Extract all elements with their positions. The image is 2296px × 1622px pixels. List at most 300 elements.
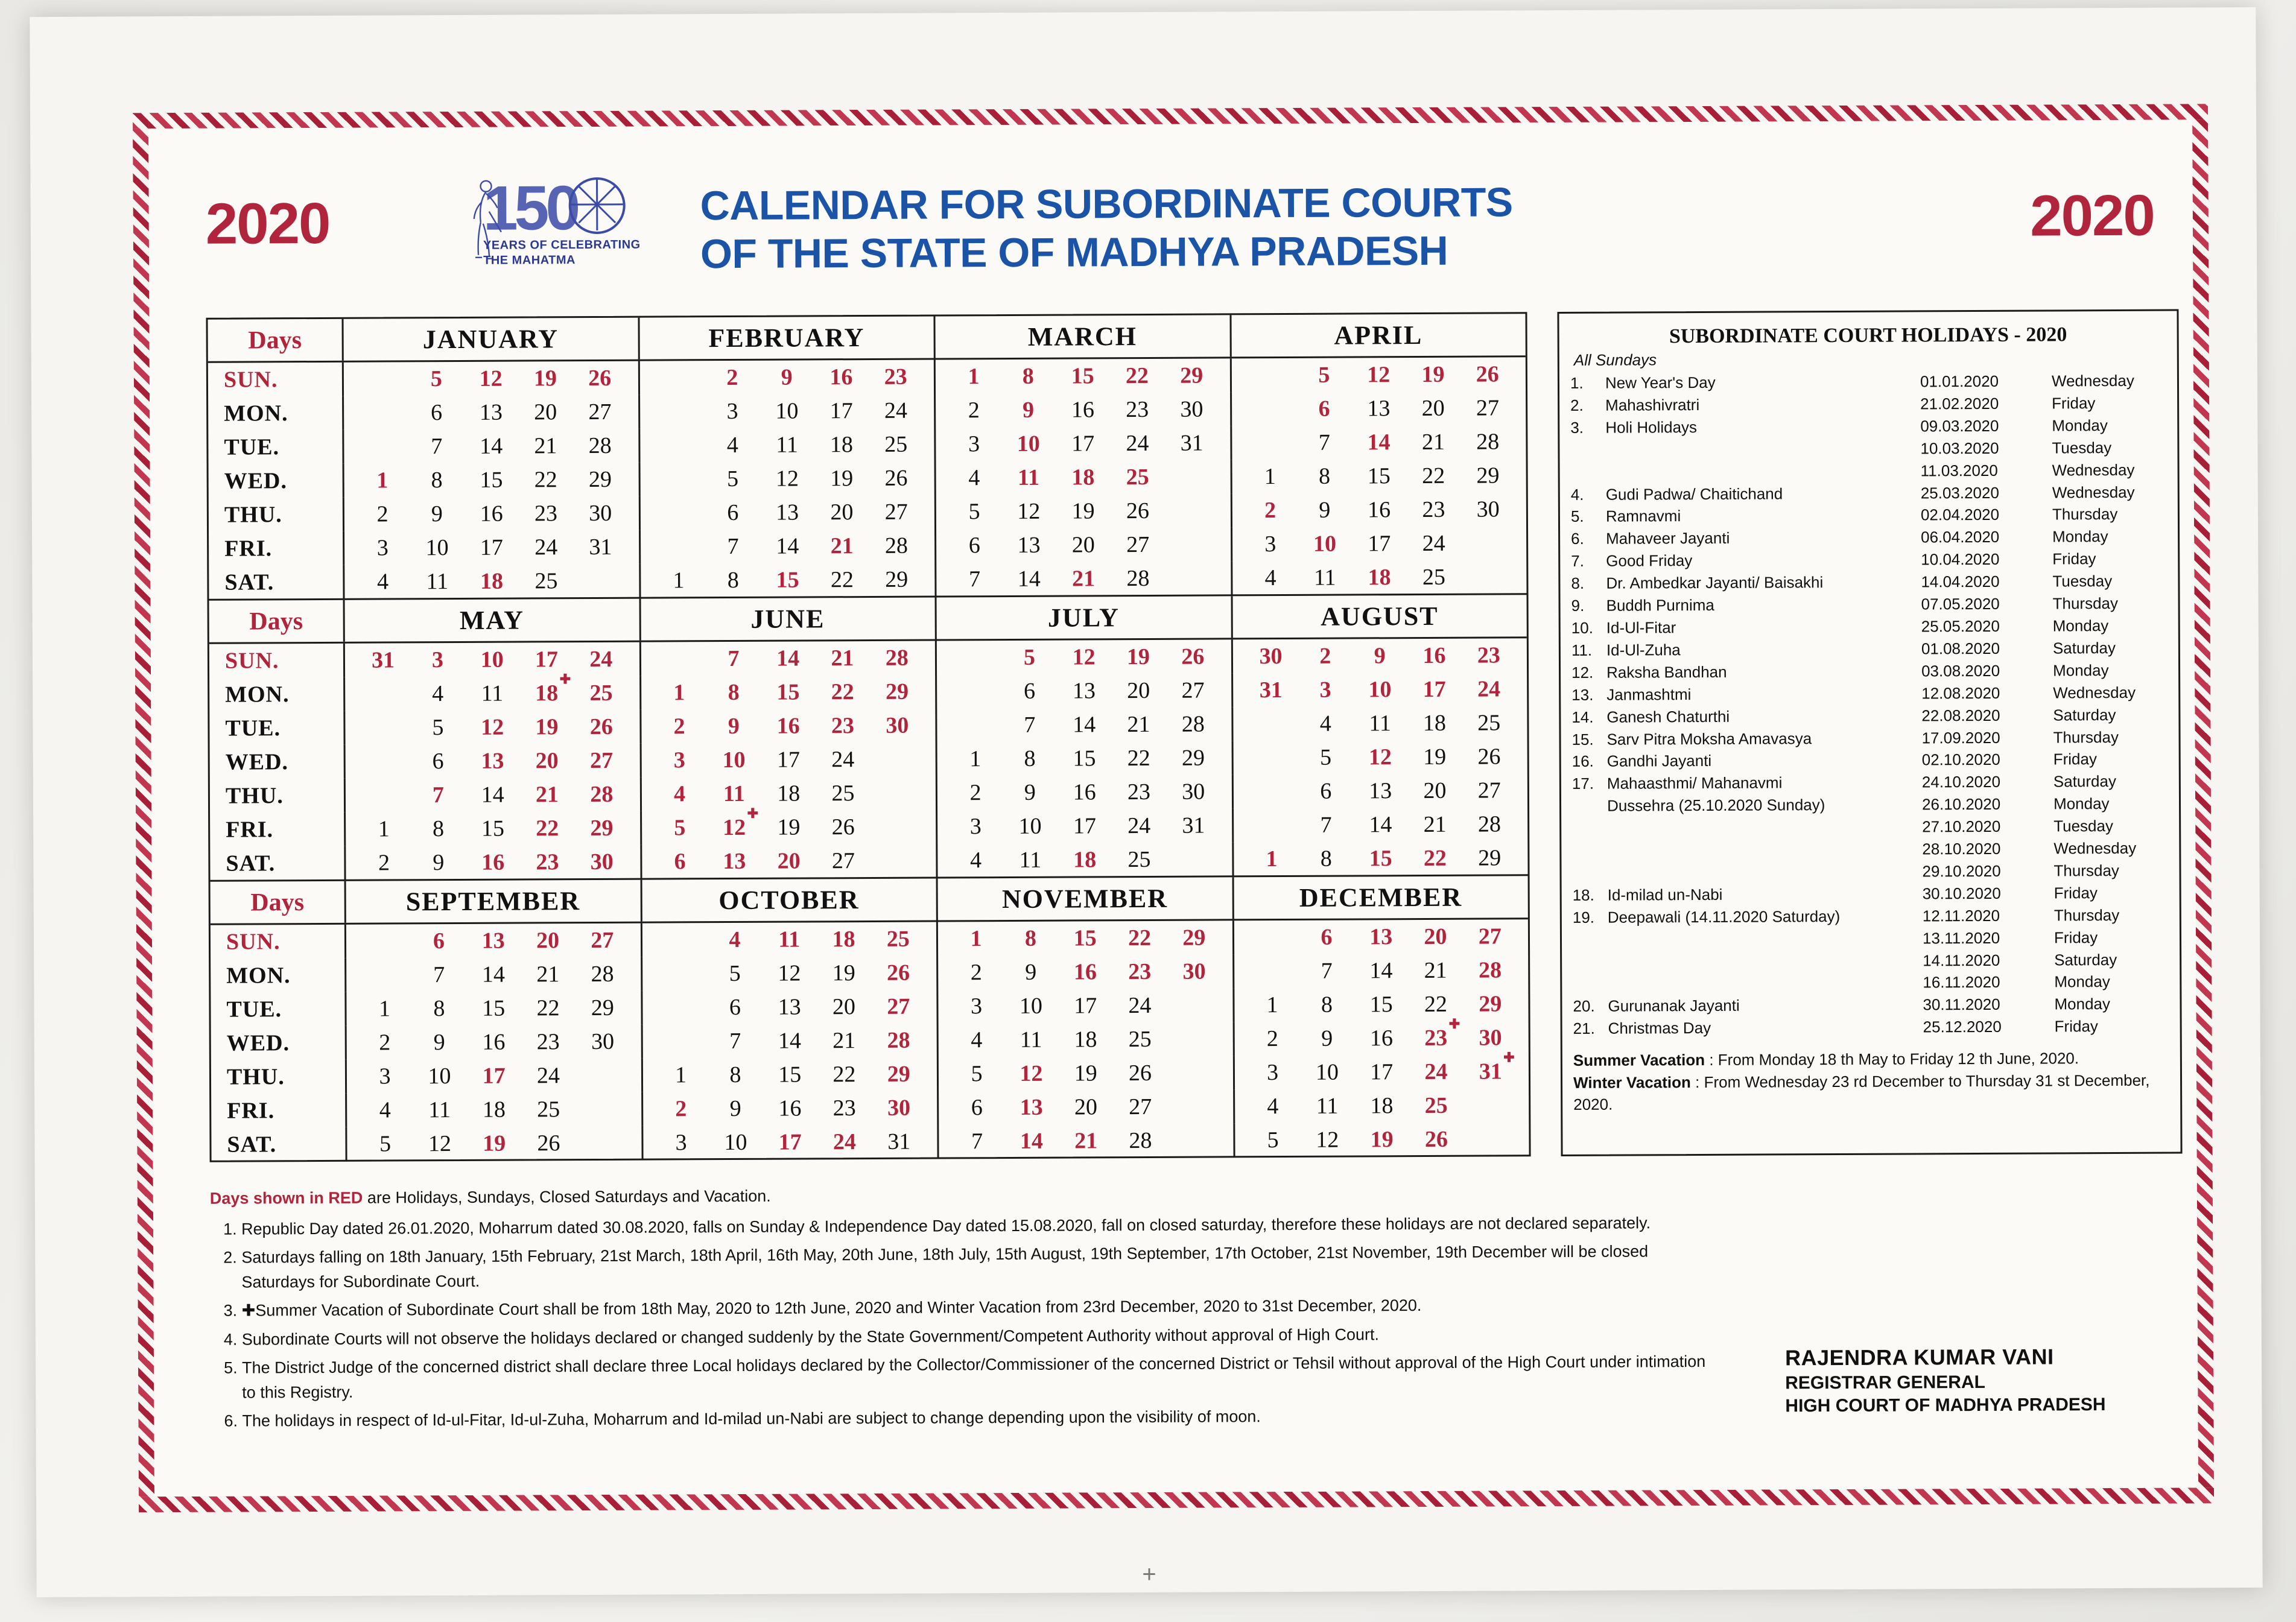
date-number: 4: [726, 432, 738, 458]
date-number: 12: [1368, 744, 1392, 770]
vacation-notes: [1573, 1047, 2169, 1115]
holiday-row: [1571, 615, 2168, 639]
date-number: 18 ✚: [531, 680, 562, 706]
summer-vacation-label: Summer Vacation: [1573, 1051, 1705, 1070]
date-number: 25: [1424, 1092, 1448, 1118]
date-number: 10: [1018, 813, 1042, 839]
holiday-name: Raksha Bandhan: [1606, 662, 1727, 682]
holiday-index: 17.: [1571, 775, 1594, 793]
holiday-row: [1571, 570, 2167, 595]
month-dates-cell: [1234, 953, 1529, 988]
date-number: 5: [1267, 1127, 1279, 1153]
date-number: 8: [729, 1062, 741, 1088]
date-number: 12: [1367, 362, 1391, 388]
holiday-weekday: Friday: [2053, 883, 2098, 902]
weekday-label: THU.: [210, 779, 346, 813]
date-number: 27: [588, 399, 612, 425]
weekday-label: MON.: [209, 677, 345, 712]
date-number: 5: [674, 815, 686, 841]
red-days-legend-highlight: Days shown in RED: [209, 1188, 363, 1208]
holiday-index: [1571, 461, 1606, 483]
holiday-name: Janmashtmi: [1606, 685, 1692, 704]
date-number: 2: [378, 850, 390, 876]
date-number: 29: [590, 815, 614, 841]
date-number: 27: [1477, 778, 1501, 803]
date-number: 13: [479, 399, 503, 425]
month-header: DECEMBER: [1299, 882, 1463, 913]
month-dates-cell: [344, 429, 640, 464]
holiday-name: Ganesh Chaturthi: [1606, 707, 1730, 726]
weekday-label: SAT.: [209, 565, 344, 600]
holiday-date: 12.11.2020: [1922, 906, 2000, 925]
date-number: 22: [1422, 463, 1445, 489]
date-number: 13: [481, 748, 504, 774]
date-number: 3: [726, 398, 738, 425]
date-number: 11: [1020, 1027, 1042, 1053]
date-number: 9: [781, 364, 793, 390]
month-dates-cell: [1234, 919, 1528, 954]
date-number: 2: [1266, 1026, 1278, 1052]
holiday-weekday: Thursday: [2052, 594, 2119, 613]
holiday-weekday: Tuesday: [2052, 438, 2112, 457]
date-number: 27: [589, 747, 614, 774]
date-number: 2: [1264, 498, 1276, 524]
holiday-index: 12.: [1571, 663, 1594, 682]
date-number: 18: [832, 927, 855, 952]
holiday-index: 1.: [1570, 373, 1584, 392]
holiday-row: [1571, 525, 2167, 550]
month-dates-cell: [642, 1057, 939, 1092]
holiday-row: [1572, 860, 2168, 884]
holiday-name: [1608, 972, 1923, 995]
calendar-block-header: [209, 595, 1527, 644]
date-number: 26: [831, 814, 855, 840]
footnote-list: [210, 1210, 1707, 1433]
date-number: 15: [1071, 363, 1094, 389]
month-dates-cell: [641, 709, 937, 744]
holiday-weekday: Thursday: [2052, 505, 2118, 524]
date-number: 10: [1313, 531, 1337, 557]
date-number: 14: [1020, 1128, 1043, 1154]
month-dates-cell: [640, 394, 936, 429]
calendar-block: [209, 595, 1528, 882]
date-number: 28: [1478, 957, 1502, 983]
calendar-week-row: [209, 526, 1526, 566]
holiday-weekday: Saturday: [2053, 705, 2116, 724]
holiday-index: 8.: [1571, 574, 1585, 593]
holiday-weekday: Wednesday: [2052, 483, 2135, 501]
date-number: 15: [480, 467, 503, 493]
month-header: AUGUST: [1321, 601, 1439, 632]
date-number: 29: [588, 466, 612, 493]
holiday-index: [1572, 817, 1607, 840]
date-number: 27: [884, 499, 908, 525]
date-number: 16: [1422, 642, 1446, 668]
holiday-row: [1571, 636, 2168, 661]
date-number: 30: [1259, 644, 1283, 670]
holiday-date: 28.10.2020: [1922, 839, 2001, 858]
holiday-row: [1571, 681, 2168, 706]
date-number: 3: [431, 647, 443, 673]
date-number: 3: [379, 1063, 391, 1089]
holiday-row: [1570, 370, 2166, 394]
date-number: 20: [1423, 778, 1447, 803]
month-dates-cell: [1234, 841, 1528, 876]
calendar-block-header: [211, 876, 1528, 925]
date-number: 14: [778, 1028, 802, 1054]
date-number: 28: [885, 645, 909, 671]
date-number: 23: [1128, 958, 1152, 985]
date-number: 4: [379, 1097, 391, 1123]
holiday-weekday: Monday: [2052, 661, 2109, 680]
date-number: 12: [1020, 1060, 1043, 1086]
date-number: 17: [1071, 431, 1095, 457]
holiday-index: [1573, 973, 1608, 995]
date-number: 16: [1071, 397, 1094, 423]
month-dates-cell: [1232, 425, 1526, 460]
weekday-label: FRI.: [210, 813, 346, 847]
date-number: 20: [1127, 677, 1150, 704]
date-number: 8: [728, 679, 740, 706]
holiday-weekday: Friday: [2053, 750, 2098, 768]
month-dates-cell: [1234, 1021, 1529, 1056]
summer-vacation-row: [1573, 1047, 2169, 1072]
month-dates-cell: [641, 563, 937, 598]
holiday-date: 14.11.2020: [1923, 951, 2000, 969]
date-number: 9: [1374, 643, 1386, 669]
date-number: 2: [673, 714, 685, 740]
date-number: 8: [1024, 746, 1036, 771]
date-number: 5: [1320, 744, 1332, 770]
month-header: MARCH: [935, 315, 1231, 358]
date-number: 14: [480, 433, 503, 459]
month-dates-cell: [347, 1059, 643, 1094]
holiday-name: [1608, 927, 1923, 951]
date-number: 7: [1318, 429, 1330, 455]
holiday-name: [1606, 460, 1921, 483]
holiday-name: Gandhi Jayanti: [1606, 752, 1712, 771]
date-number: 5: [968, 499, 980, 525]
date-number: 21: [1421, 429, 1445, 455]
date-number: 19: [483, 1130, 506, 1156]
date-number: 3: [1319, 677, 1331, 703]
date-number: 9: [728, 713, 740, 740]
month-dates-cell: [344, 530, 641, 565]
calendar-week-row: [208, 425, 1526, 464]
month-dates-cell: [641, 675, 937, 710]
date-number: 18: [1074, 1027, 1097, 1053]
date-number: 14: [776, 645, 800, 671]
date-number: 11: [1018, 464, 1040, 490]
date-number: 20: [534, 399, 557, 425]
date-number: 9: [1023, 397, 1035, 423]
date-number: 10: [1016, 431, 1040, 457]
date-number: 6: [1321, 924, 1333, 950]
date-number: 20: [535, 748, 559, 774]
month-header: JUNE: [641, 598, 937, 641]
date-number: 9: [1321, 1025, 1333, 1051]
date-number: 18: [777, 781, 801, 806]
month-dates-cell: [347, 1126, 643, 1161]
date-number: 30: [886, 712, 909, 738]
signature-block: [1785, 1343, 2208, 1416]
date-number: 3: [969, 814, 982, 840]
weekday-label: SUN.: [208, 363, 344, 397]
holiday-index: [1573, 928, 1608, 951]
date-number: 2: [968, 398, 980, 423]
month-dates-cell: [1233, 706, 1527, 741]
date-number: 5: [729, 960, 741, 987]
date-number: 8: [1321, 992, 1333, 1018]
holiday-row: [1572, 837, 2168, 862]
calendar-week-row: [210, 807, 1527, 847]
date-number: 12 ✚: [718, 814, 750, 841]
registration-mark-icon: +: [1142, 1561, 1156, 1588]
date-number: 26: [1128, 1060, 1152, 1086]
date-number: 27: [1181, 677, 1205, 703]
date-number: 27: [887, 993, 910, 1019]
date-number: 23: [831, 713, 855, 739]
month-dates-cell: [936, 460, 1232, 495]
date-number: 31: [1259, 677, 1283, 703]
weekday-label: SAT.: [211, 1127, 347, 1162]
holiday-row: [1573, 948, 2169, 973]
date-number: 13: [1369, 778, 1392, 804]
date-number: 4: [968, 465, 980, 491]
date-number: 31: [887, 1129, 911, 1155]
date-number: 9: [433, 850, 445, 876]
date-number: 8: [1024, 925, 1037, 951]
date-number: 22: [536, 995, 560, 1021]
date-number: 15: [1073, 925, 1097, 951]
date-number: 10: [722, 747, 746, 773]
date-number: 25: [589, 680, 613, 706]
date-number: 13: [1017, 532, 1041, 558]
date-number: 19: [777, 814, 801, 840]
footnote-item: 5. The District Judge of the concerned district shall declare three Local holidays declared by the Collector/Commissioner of the concerned District or Tehsil without approval of the High Court under intimation to this Registry.: [242, 1349, 1707, 1405]
date-number: 24: [884, 398, 908, 423]
date-number: 18: [1422, 710, 1447, 736]
date-number: 26: [1476, 361, 1499, 387]
calendar-block: [211, 876, 1529, 1163]
date-number: 14: [481, 782, 504, 808]
month-dates-cell: [1232, 458, 1526, 493]
date-number: 15: [1367, 463, 1391, 489]
month-dates-cell: [1232, 492, 1526, 527]
date-number: 3: [675, 1130, 687, 1156]
date-number: 22: [830, 567, 854, 593]
date-number: 30: [589, 500, 612, 527]
month-dates-cell: [938, 920, 1234, 955]
holiday-index: 20.: [1573, 997, 1595, 1016]
date-number: 11: [778, 927, 801, 952]
holiday-name: Ramnavmi: [1605, 507, 1681, 526]
weekday-label: WED.: [211, 1026, 347, 1060]
weekday-label: MON.: [208, 396, 344, 431]
date-number: 24: [1477, 676, 1501, 702]
date-number: 6: [674, 849, 686, 875]
date-number: 23: [1477, 642, 1500, 668]
logo-150-text: 150: [483, 173, 577, 244]
month-header: JANUARY: [343, 318, 639, 361]
date-number: 30: [590, 849, 614, 875]
date-number: 11: [426, 569, 449, 595]
holiday-name: Christmas Day: [1608, 1019, 1711, 1038]
date-number: 13: [1367, 396, 1391, 422]
holiday-weekday: Thursday: [2053, 727, 2119, 746]
month-dates-cell: [640, 428, 936, 463]
holiday-date: 30.11.2020: [1923, 995, 2000, 1014]
holiday-weekday: Monday: [2052, 616, 2109, 635]
date-number: 1: [1266, 846, 1278, 872]
date-number: 16: [776, 713, 800, 739]
date-number: 30: [591, 1028, 615, 1055]
page-title-line-1: CALENDAR FOR SUBORDINATE COURTS: [700, 179, 1513, 229]
date-number: 20: [830, 499, 854, 525]
month-dates-cell: [936, 561, 1232, 596]
signatory-court: HIGH COURT OF MADHYA PRADESH: [1785, 1395, 2106, 1416]
date-number: 19: [1423, 744, 1447, 770]
date-number: 19: [535, 714, 559, 740]
holiday-row: [1571, 726, 2168, 750]
date-number: 30: [1476, 496, 1500, 522]
date-number: 4: [673, 781, 686, 807]
date-number: 18: [480, 568, 504, 594]
holiday-name: Mahashivratri: [1605, 395, 1700, 414]
days-column-header: Days: [209, 600, 345, 642]
date-number: 2: [726, 364, 738, 391]
date-number: 21: [1074, 1128, 1098, 1154]
date-number: 12: [1072, 644, 1096, 670]
page-title: [700, 177, 1847, 279]
holiday-name: [1607, 860, 1922, 884]
date-number: 6: [432, 749, 444, 775]
date-number: 4: [1267, 1094, 1279, 1120]
holiday-row: [1571, 659, 2168, 683]
holiday-weekday: Wednesday: [2052, 460, 2135, 480]
date-number: 2: [1319, 643, 1331, 669]
date-number: 24: [589, 646, 613, 673]
date-number: 22: [832, 1062, 856, 1088]
calendar-week-row: [208, 357, 1526, 397]
holiday-name: [1608, 949, 1923, 973]
month-dates-cell: [939, 1056, 1235, 1091]
holiday-date: 10.04.2020: [1921, 550, 2000, 569]
holiday-date: 30.10.2020: [1922, 884, 2001, 903]
calendar-grid: [206, 312, 1530, 1162]
month-dates-cell: [938, 988, 1234, 1023]
holiday-weekday: Saturday: [2053, 772, 2117, 791]
holiday-index: 16.: [1571, 752, 1594, 771]
calendar-block: [208, 314, 1526, 601]
date-number: 14: [1369, 812, 1392, 838]
date-number: 29: [885, 566, 909, 592]
date-number: 12: [428, 1131, 451, 1157]
date-number: 19: [1074, 1060, 1097, 1086]
holidays-panel: [1557, 309, 2182, 1156]
date-number: 15: [776, 567, 799, 593]
date-number: 13: [1369, 924, 1393, 950]
holiday-index: [1573, 951, 1608, 973]
date-number: 29: [885, 679, 909, 705]
holiday-weekday: Monday: [2052, 527, 2108, 546]
date-number: 27: [1129, 1094, 1152, 1120]
month-dates-cell: [640, 495, 936, 530]
date-number: 22: [831, 679, 854, 705]
month-dates-cell: [1233, 672, 1527, 707]
date-number: 1: [673, 680, 685, 706]
date-number: 12: [1017, 498, 1041, 524]
calendar-week-row: [211, 953, 1528, 993]
month-dates-cell: [641, 743, 937, 778]
weekday-label: TUE.: [209, 711, 345, 746]
date-number: 18: [1368, 565, 1391, 591]
date-number: 17: [829, 398, 853, 424]
holiday-date: 10.03.2020: [1920, 439, 1999, 458]
date-number: 30: [1180, 396, 1203, 422]
holiday-date: 17.09.2020: [1921, 728, 2000, 747]
date-number: 7: [729, 1028, 741, 1054]
month-dates-cell: [346, 811, 642, 846]
date-number: 16: [1368, 497, 1391, 523]
date-number: 10: [1368, 677, 1392, 703]
date-number: 9: [431, 501, 443, 527]
footnote-item: 3. ✚Summer Vacation of Subordinate Court shall be from 18th May, 2020 to 12th June, 2020 and Winter Vacation from 23rd December, 2020 to 31st December, 2020.: [242, 1292, 1707, 1323]
footnotes-block: [210, 1180, 1707, 1437]
page-title-line-2: OF THE STATE OF MADHYA PRADESH: [700, 228, 1448, 277]
date-number: 5: [430, 366, 442, 392]
month-dates-cell: [346, 957, 642, 992]
holiday-weekday: Monday: [2052, 416, 2108, 435]
holiday-date: 06.04.2020: [1921, 528, 2000, 546]
date-number: 25: [534, 568, 558, 594]
calendar-week-row: [211, 1088, 1529, 1128]
holiday-weekday: Wednesday: [2053, 683, 2136, 702]
date-number: 1: [378, 816, 390, 842]
date-number: 6: [971, 1095, 983, 1121]
month-dates-cell: [641, 641, 937, 676]
date-number: 16: [482, 1029, 506, 1055]
winter-vacation-label: Winter Vacation: [1573, 1072, 1691, 1092]
month-dates-cell: [937, 808, 1234, 843]
date-number: 1: [673, 568, 685, 594]
date-number: 9: [1024, 779, 1036, 805]
date-number: 14: [776, 533, 799, 559]
summer-vacation-sep: :: [1709, 1051, 1718, 1069]
month-header: NOVEMBER: [938, 877, 1234, 920]
date-number: 7: [728, 645, 740, 672]
date-number: 25: [884, 431, 908, 457]
date-number: 19: [1126, 644, 1150, 670]
calendar-week-row: [211, 1054, 1529, 1094]
month-dates-cell: [639, 360, 936, 395]
holiday-name: [1607, 838, 1922, 861]
month-header: OCTOBER: [642, 879, 938, 922]
date-number: 10: [428, 1063, 451, 1089]
date-number: 12: [481, 714, 504, 740]
month-dates-cell: [344, 496, 641, 531]
date-number: 18: [1370, 1093, 1394, 1119]
date-number: 7: [968, 566, 981, 592]
calendar-week-row: [210, 773, 1527, 813]
holiday-date: 22.08.2020: [1921, 706, 2000, 724]
holiday-row: [1571, 548, 2167, 572]
date-number: 26: [886, 960, 910, 986]
calendar-week-row: [209, 458, 1526, 498]
date-number: 20: [832, 994, 856, 1020]
date-number: 5: [1023, 644, 1035, 670]
holiday-date: 01.08.2020: [1921, 639, 2000, 658]
